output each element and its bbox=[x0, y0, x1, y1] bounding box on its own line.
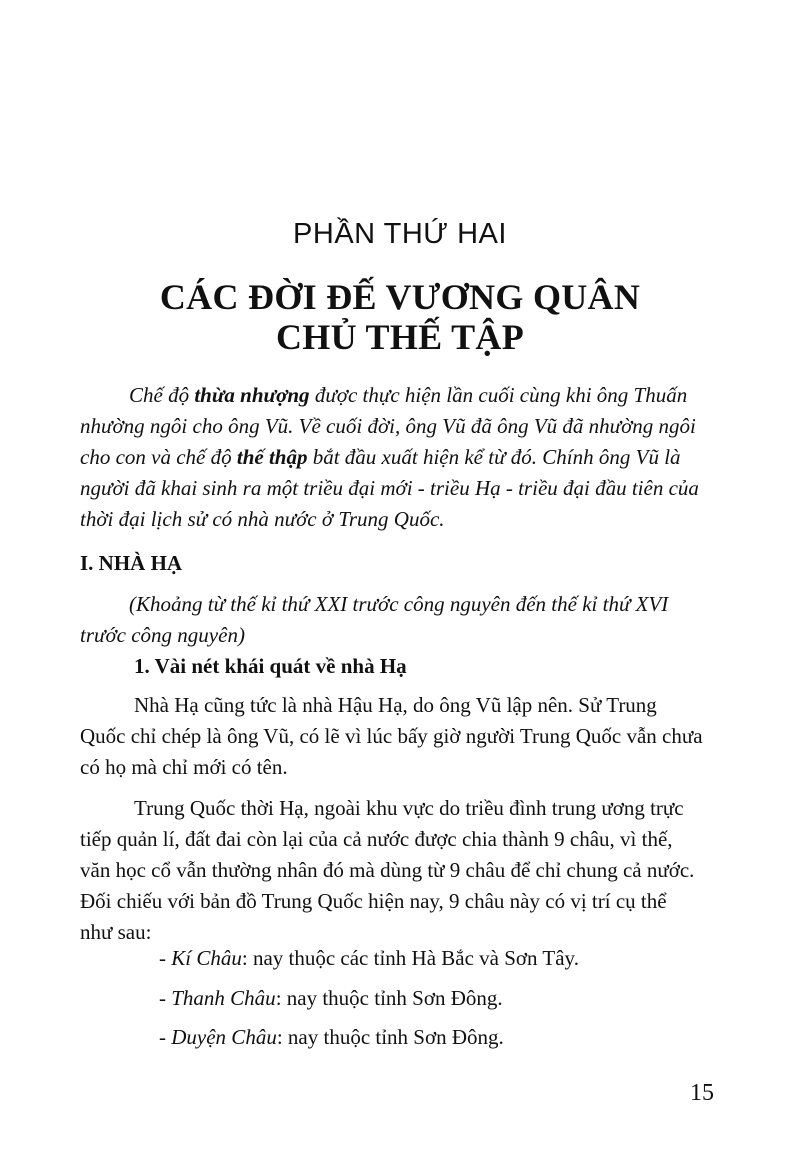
section-heading: I. NHÀ HẠ bbox=[80, 551, 183, 575]
paragraph-2-line-3: văn học cổ vẫn thường nhân đó mà dùng từ 9 châu để chỉ chung cả nước. bbox=[80, 858, 695, 882]
intro-paragraph bbox=[80, 380, 740, 535]
paragraph-1-line-1: Nhà Hạ cũng tức là nhà Hậu Hạ, do ông Vũ lập nên. Sử Trung bbox=[134, 693, 657, 717]
intro-line-4: người đã khai sinh ra một triều đại mới - triều Hạ - triều đại đầu tiên của bbox=[80, 476, 699, 500]
sub-heading: 1. Vài nét khái quát về nhà Hạ bbox=[134, 654, 407, 678]
page-number: 15 bbox=[690, 1080, 714, 1106]
region-name: Kí Châu bbox=[171, 946, 242, 970]
part-title: PHẦN THỨ HAI bbox=[293, 218, 507, 250]
paragraph-2-line-2: tiếp quản lí, đất đai còn lại của cả nước được chia thành 9 châu, vì thế, bbox=[80, 827, 673, 851]
paragraph-1-line-2: Quốc chỉ chép là ông Vũ, có lẽ vì lúc bấy giờ người Trung Quốc vẫn chưa bbox=[80, 724, 703, 748]
paragraph-2 bbox=[80, 793, 740, 948]
paragraph-2-line-1: Trung Quốc thời Hạ, ngoài khu vực do triều đình trung ương trực bbox=[134, 796, 684, 820]
period-note bbox=[80, 589, 740, 651]
period-note-line-2: trước công nguyên) bbox=[80, 623, 245, 647]
term-thua-nhuong: thừa nhượng bbox=[194, 383, 310, 407]
region-name: Thanh Châu bbox=[171, 986, 276, 1010]
chapter-title-line-1: CÁC ĐỜI ĐẾ VƯƠNG QUÂN bbox=[159, 277, 641, 317]
intro-line-1: Chế độ thừa nhượng được thực hiện lần cuối cùng khi ông Thuấn bbox=[129, 383, 688, 407]
paragraph-2-line-4: Đối chiếu với bản đồ Trung Quốc hiện nay, 9 châu này có vị trí cụ thể bbox=[80, 889, 667, 913]
list-item: - Kí Châu: nay thuộc các tỉnh Hà Bắc và Sơn Tây. bbox=[159, 946, 579, 970]
paragraph-1 bbox=[80, 690, 740, 783]
list-item: - Thanh Châu: nay thuộc tỉnh Sơn Đông. bbox=[159, 986, 503, 1010]
intro-line-5: thời đại lịch sử có nhà nước ở Trung Quốc. bbox=[80, 507, 445, 531]
paragraph-1-line-3: có họ mà chỉ mới có tên. bbox=[80, 755, 288, 779]
region-name: Duyện Châu bbox=[171, 1025, 277, 1049]
period-note-line-1: (Khoảng từ thế kỉ thứ XXI trước công nguyên đến thế kỉ thứ XVI bbox=[129, 592, 669, 616]
list-item: - Duyện Châu: nay thuộc tỉnh Sơn Đông. bbox=[159, 1025, 504, 1049]
term-the-thap: thế thập bbox=[236, 445, 308, 469]
chapter-title-line-2: CHỦ THẾ TẬP bbox=[275, 317, 525, 357]
paragraph-2-line-5: như sau: bbox=[80, 920, 152, 944]
intro-line-2: nhường ngôi cho ông Vũ. Về cuối đời, ông Vũ đã ông Vũ đã nhường ngôi bbox=[80, 414, 696, 438]
intro-line-3: cho con và chế độ thế thập bắt đầu xuất hiện kể từ đó. Chính ông Vũ là bbox=[80, 445, 681, 469]
